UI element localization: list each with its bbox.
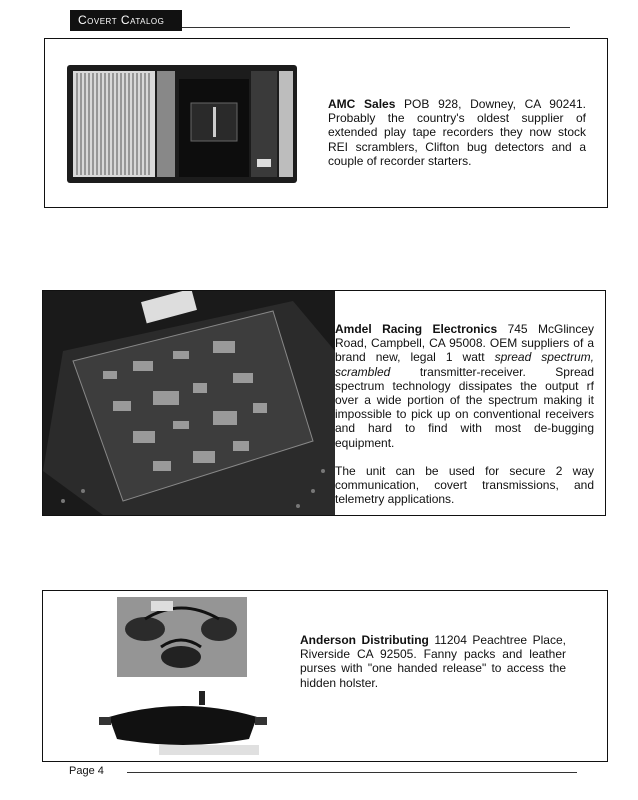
entry-anderson-distributing: [42, 590, 608, 762]
entry-text: [335, 322, 594, 506]
tape-recorder-photo: [63, 59, 301, 189]
company-description-continued: transmitter-receiver. Spread spectrum technology dissipates the output rf over a wide portion of the spectrum making it impossible to pick up on conventional receivers and hard to find with most de-bugging equipment.: [335, 364, 594, 450]
entry-text: [328, 97, 586, 168]
header-rule: [182, 27, 570, 28]
company-name: Anderson Distributing: [300, 633, 429, 647]
entry-text: [300, 633, 566, 690]
section-label: Covert Catalog: [70, 10, 182, 31]
purses-photo: [117, 597, 247, 677]
company-description-paragraph-2: The unit can be used for secure 2 way communication, covert transmissions, and telemetry applications.: [335, 463, 594, 507]
company-description: 11204 Peachtree Place, Riverside CA 92505. Fanny packs and leather purses with "one handed release" to access the hidden holster.: [300, 633, 566, 690]
footer-rule: [127, 772, 577, 773]
company-name: AMC Sales: [328, 97, 396, 111]
company-description: 745 McGlincey Road, Campbell, CA 95008. OEM suppliers of a brand new, legal 1 watt: [335, 322, 594, 365]
company-name: Amdel Racing Electronics: [335, 322, 498, 336]
entry-amc-sales: [44, 38, 608, 208]
fanny-pack-photo: [99, 687, 267, 757]
entry-amdel-racing: [42, 290, 606, 516]
page-number: Page 4: [69, 765, 104, 777]
circuit-board-photo: [43, 291, 335, 515]
company-description: POB 928, Downey, CA 90241. Probably the country's oldest supplier of extended play tape recorders they now stock REI scramblers, Clifton bug detectors and a couple of recorder starters.: [328, 97, 586, 168]
company-description-emphasis: spread spectrum, scrambled: [335, 350, 594, 379]
